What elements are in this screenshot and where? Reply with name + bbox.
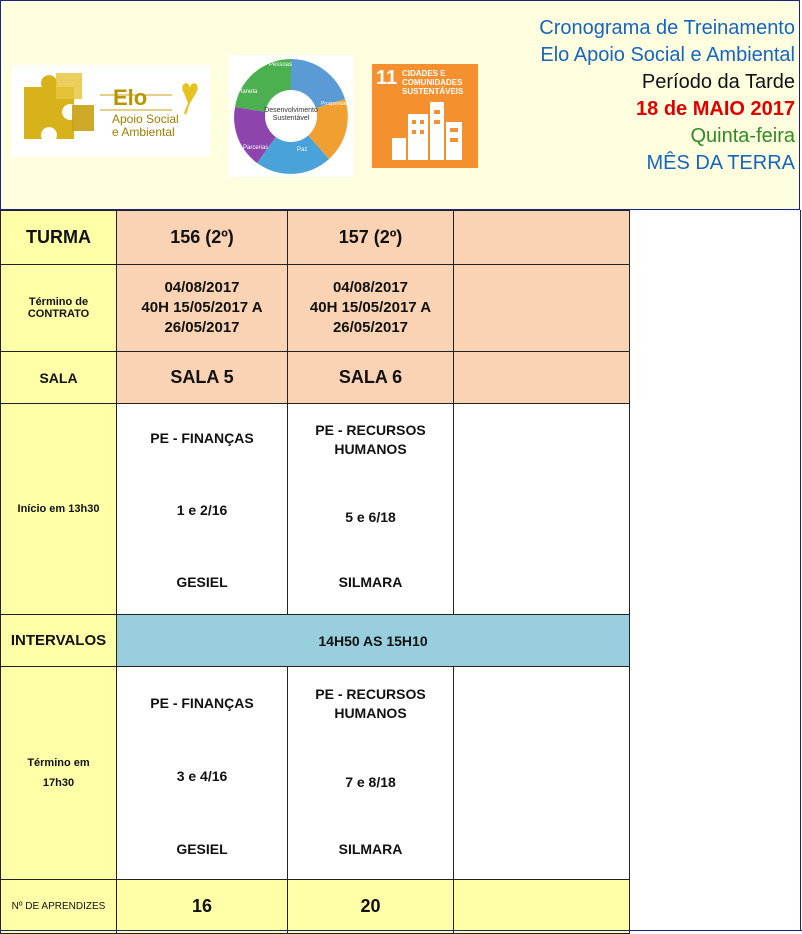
ods-prosperidade: Prosperidade	[321, 101, 351, 107]
empty-cell	[454, 880, 630, 934]
contrato-line: 26/05/2017	[332, 319, 409, 336]
table-row	[1, 265, 630, 352]
ods-pessoas: Pessoas	[269, 62, 293, 68]
turma-cell: 157 (2º)	[288, 211, 454, 265]
contrato-cell	[117, 265, 288, 352]
weekday: Quinta-feira	[690, 125, 795, 147]
sdg-number: 11	[376, 67, 398, 89]
elo-logo-sub2: e Ambiental	[112, 125, 175, 139]
curso	[150, 695, 253, 711]
curso-line: PE - RECURSOS	[315, 686, 426, 702]
elo-logo-sub1: Apoio Social	[112, 112, 179, 126]
curso-line: HUMANOS	[334, 705, 407, 721]
table-row	[1, 211, 630, 265]
contrato-label-1: Término de	[28, 296, 89, 308]
ods-center2: Sustentável	[272, 115, 310, 122]
empty-cell	[454, 265, 630, 352]
sdg-line1: CIDADES E	[402, 69, 446, 78]
ods-paz: Paz	[297, 147, 308, 153]
instrutor: SILMARA	[338, 841, 403, 857]
instrutor: SILMARA	[338, 574, 403, 590]
inicio-label: Início em 13h30	[1, 404, 117, 615]
ods-planeta: Planeta	[237, 89, 258, 95]
modulo: 3 e 4/16	[176, 768, 228, 784]
table-row	[1, 404, 630, 615]
termino-label-1: Término em	[27, 757, 90, 769]
modulo: 7 e 8/18	[345, 774, 396, 790]
puzzle-icon	[12, 65, 210, 157]
cell-stack	[288, 404, 453, 614]
contrato-line: 04/08/2017	[164, 279, 240, 296]
aprendizes-label: Nº DE APRENDIZES	[1, 880, 117, 934]
sdg11-logo	[372, 64, 478, 168]
curso-line: HUMANOS	[334, 441, 407, 457]
aprendizes-cell: 20	[288, 880, 454, 934]
ods-center1: Desenvolvimento	[264, 107, 318, 114]
cell-stack	[117, 404, 287, 614]
cell-stack	[288, 667, 453, 879]
aprendizes-cell: 16	[117, 880, 288, 934]
curso	[315, 685, 425, 723]
table-row	[1, 615, 630, 667]
termino-cell	[117, 667, 288, 880]
modulo: 1 e 2/16	[176, 502, 228, 518]
elo-logo-title: Elo	[113, 85, 148, 110]
title-block	[539, 15, 795, 177]
termino-cell	[288, 667, 454, 880]
ods-parcerias: Parcerias	[243, 145, 269, 151]
sdg-line2: COMUNIDADES	[402, 78, 463, 87]
sala-cell: SALA 6	[288, 352, 454, 404]
elo-logo	[12, 65, 210, 157]
turma-cell: 156 (2º)	[117, 211, 288, 265]
turma-label: TURMA	[1, 211, 117, 265]
contrato-line: 26/05/2017	[164, 319, 240, 336]
right-border	[800, 210, 801, 931]
city-buildings-icon	[372, 64, 478, 168]
ods-wheel-logo	[229, 55, 353, 177]
inicio-cell	[117, 404, 288, 615]
elo-logo-subtitle	[112, 113, 179, 139]
header-banner	[0, 0, 800, 210]
organization-name: Elo Apoio Social e Ambiental	[540, 44, 795, 66]
date: 18 de MAIO 2017	[636, 98, 795, 120]
schedule-table	[0, 210, 630, 934]
table-row	[1, 667, 630, 880]
contrato-line: 40H 15/05/2017 A	[309, 299, 432, 316]
termino-label-2: 17h30	[42, 777, 75, 789]
table-row	[1, 880, 630, 934]
empty-cell	[454, 211, 630, 265]
inicio-cell	[288, 404, 454, 615]
curso	[150, 430, 253, 446]
contrato-cell	[288, 265, 454, 352]
table-row	[1, 352, 630, 404]
empty-cell	[454, 667, 630, 880]
intervalos-label: INTERVALOS	[1, 615, 117, 667]
sala-cell: SALA 5	[117, 352, 288, 404]
intervalos-cell: 14H50 AS 15H10	[117, 615, 630, 667]
curso-line: PE - RECURSOS	[315, 422, 426, 438]
sala-label: SALA	[1, 352, 117, 404]
schedule-title: Cronograma de Treinamento	[539, 17, 795, 39]
ods-center-text	[229, 107, 353, 123]
contrato-line: 04/08/2017	[332, 279, 409, 296]
period: Período da Tarde	[641, 71, 795, 93]
curso-line: PE - FINANÇAS	[150, 430, 254, 446]
empty-cell	[454, 352, 630, 404]
termino-label	[1, 667, 117, 880]
contrato-label	[1, 265, 117, 352]
contrato-line: 40H 15/05/2017 A	[141, 299, 263, 316]
empty-cell	[454, 404, 630, 615]
contrato-label-2: CONTRATO	[27, 308, 90, 320]
cell-stack	[117, 667, 287, 879]
modulo: 5 e 6/18	[345, 508, 396, 525]
curso-line: PE - FINANÇAS	[150, 695, 254, 711]
month-theme: MÊS DA TERRA	[646, 152, 795, 174]
sdg-line3: SUSTENTÁVEIS	[402, 87, 464, 96]
instrutor: GESIEL	[176, 574, 228, 590]
curso	[315, 421, 425, 459]
instrutor: GESIEL	[176, 841, 228, 857]
